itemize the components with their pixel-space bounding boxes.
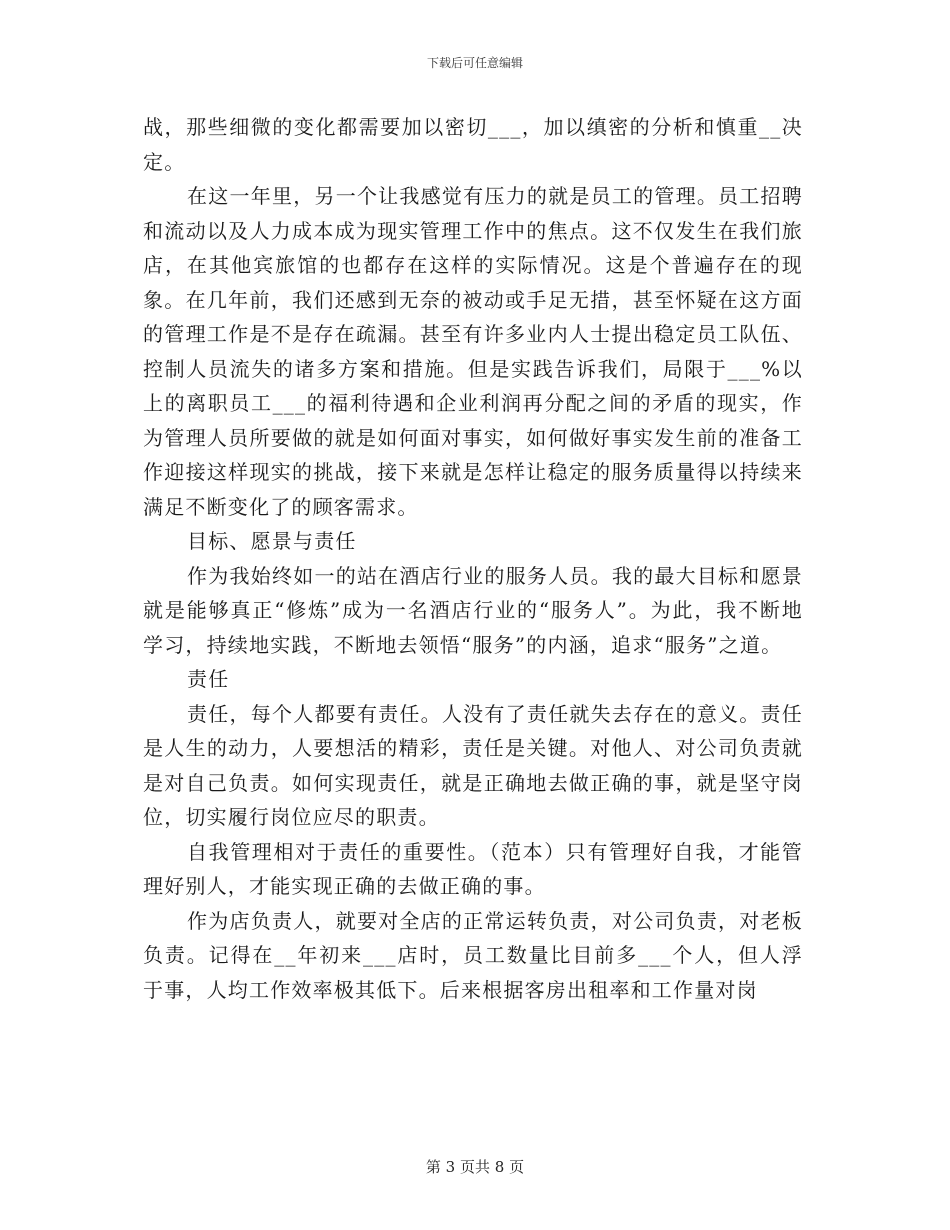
paragraph-goals: 作为我始终如一的站在酒店行业的服务人员。我的最大目标和愿景就是能够真正“修炼”成为一名酒店行业的“服务人”。为此，我不断地学习，持续地实践，不断地去领悟“服务”的内涵，追求“服务”之道。 <box>143 563 803 657</box>
document-body <box>143 110 803 1007</box>
paragraph-self-management: 自我管理相对于责任的重要性。（范本）只有管理好自我，才能管理好别人，才能实现正确的去做正确的事。 <box>143 839 803 898</box>
section-heading-goals: 目标、愿景与责任 <box>187 529 357 553</box>
page-header: 下载后可任意编辑 <box>426 56 523 70</box>
paragraph-store-manager: 作为店负责人，就要对全店的正常运转负责，对公司负责，对老板负责。记得在__年初来___店时，员工数量比目前多___个人，但人浮于事，人均工作效率极其低下。后来根据客房出租率和工作量对岗 <box>143 908 803 1002</box>
section-heading-responsibility: 责任 <box>187 667 230 691</box>
paragraph-staff-management: 在这一年里，另一个让我感觉有压力的就是员工的管理。员工招聘和流动以及人力成本成为现实管理工作中的焦点。这不仅发生在我们旅店，在其他宾旅馆的也都存在这样的实际情况。这是个普遍存在的现象。在几年前，我们还感到无奈的被动或手足无措，甚至怀疑在这方面的管理工作是不是存在疏漏。甚至有许多业内人士提出稳定员工队伍、控制人员流失的诸多方案和措施。但是实践告诉我们，局限于___%以上的离职员工___的福利待遇和企业利润再分配之间的矛盾的现实，作为管理人员所要做的就是如何面对事实，如何做好事实发生前的准备工作迎接这样现实的挑战，接下来就是怎样让稳定的服务质量得以持续来满足不断变化了的顾客需求。 <box>143 184 803 519</box>
page-footer: 第 3 页共 8 页 <box>425 1158 525 1176</box>
paragraph-responsibility: 责任，每个人都要有责任。人没有了责任就失去存在的意义。责任是人生的动力，人要想活的精彩，责任是关键。对他人、对公司负责就是对自己负责。如何实现责任，就是正确地去做正确的事，就是坚守岗位，切实履行岗位应尽的职责。 <box>143 701 803 829</box>
paragraph-continuation: 战，那些细微的变化都需要加以密切___，加以缜密的分析和慎重__决定。 <box>143 115 803 174</box>
